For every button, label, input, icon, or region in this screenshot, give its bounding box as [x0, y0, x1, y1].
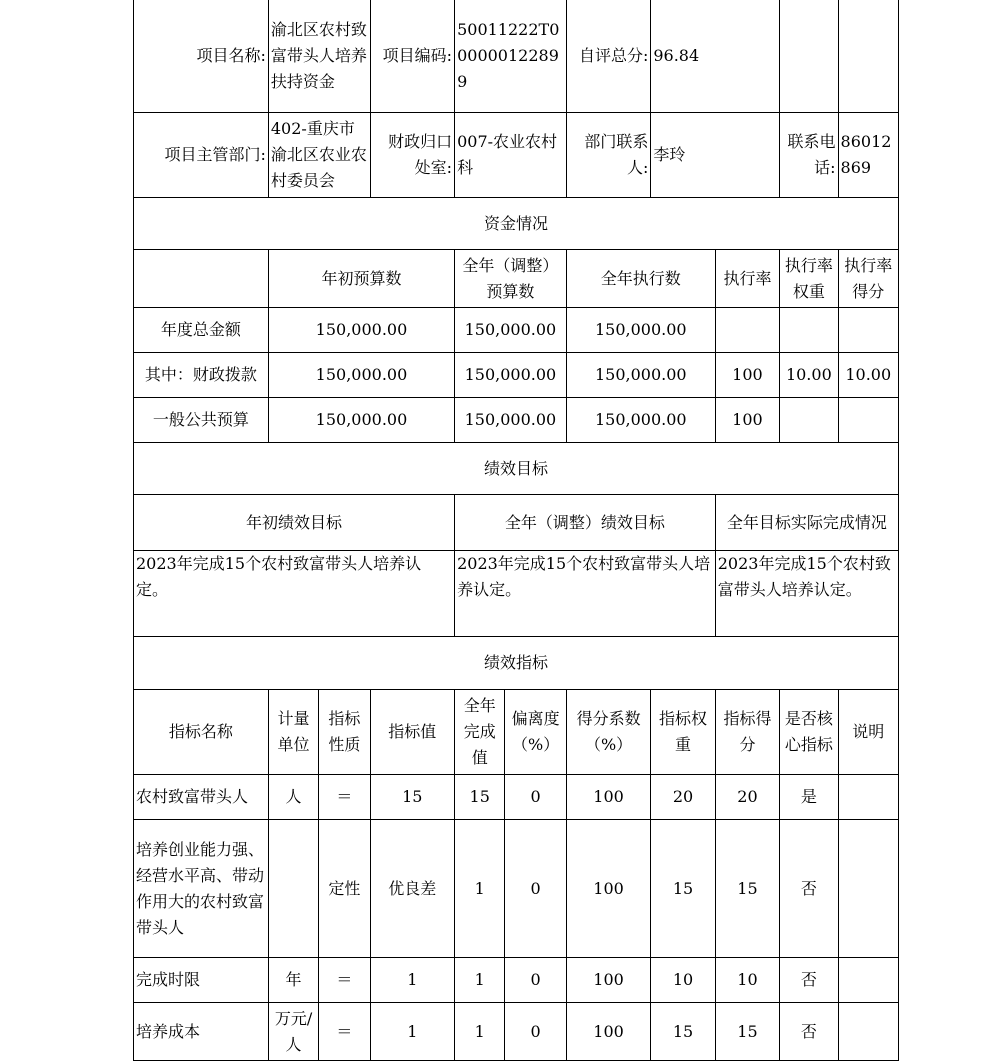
col-header: 偏离度（%） — [505, 690, 566, 775]
funds-row — [134, 308, 899, 353]
phone-value: 86012869 — [838, 113, 898, 198]
col-header: 说明 — [838, 690, 898, 775]
phone-label: 联系电话: — [780, 113, 838, 198]
col-header: 全年完成值 — [455, 690, 505, 775]
funds-rate-score — [838, 398, 898, 443]
goal-initial-text: 2023年完成15个农村致富带头人培养认定。 — [134, 551, 455, 637]
indicator-core: 否 — [780, 958, 838, 1003]
funds-header-rate-weight: 执行率权重 — [780, 250, 838, 308]
col-header: 是否核心指标 — [780, 690, 838, 775]
col-header: 计量单位 — [268, 690, 318, 775]
indicator-nature: ＝ — [319, 775, 370, 820]
indicator-target: 15 — [370, 775, 455, 820]
indicator-deviation: 0 — [505, 820, 566, 958]
indicator-note — [838, 958, 898, 1003]
indicator-coefficient: 100 — [566, 958, 651, 1003]
indicator-score: 10 — [715, 958, 779, 1003]
funds-adjusted: 150,000.00 — [455, 308, 567, 353]
indicator-nature: ＝ — [319, 958, 370, 1003]
funds-executed: 150,000.00 — [566, 353, 715, 398]
funds-row — [134, 398, 899, 443]
funds-header-rate-score: 执行率得分 — [838, 250, 898, 308]
funds-rate: 100 — [715, 398, 779, 443]
dept-value: 402-重庆市渝北区农业农村委员会 — [268, 113, 370, 198]
funds-initial: 150,000.00 — [268, 353, 454, 398]
indicator-row — [134, 958, 899, 1003]
funds-rate: 100 — [715, 353, 779, 398]
funds-rate-score — [838, 308, 898, 353]
indicator-weight: 15 — [651, 820, 715, 958]
indicator-note — [838, 775, 898, 820]
goals-section-title: 绩效目标 — [134, 443, 899, 495]
indicator-note — [838, 820, 898, 958]
indicator-name: 培养成本 — [134, 1003, 269, 1061]
indicators-header-row — [134, 690, 899, 775]
funds-rate-weight — [780, 398, 838, 443]
indicators-section-title: 绩效指标 — [134, 637, 899, 690]
indicator-core: 否 — [780, 1003, 838, 1061]
goal-adjusted-text: 2023年完成15个农村致富带头人培养认定。 — [455, 551, 716, 637]
project-code-label: 项目编码: — [370, 0, 455, 113]
col-header: 得分系数（%） — [566, 690, 651, 775]
empty-cell — [838, 0, 898, 113]
performance-self-evaluation-table — [133, 0, 899, 1061]
funds-row-label: 一般公共预算 — [134, 398, 269, 443]
funds-row — [134, 353, 899, 398]
funds-adjusted: 150,000.00 — [455, 353, 567, 398]
col-header: 指标性质 — [319, 690, 370, 775]
indicator-score: 20 — [715, 775, 779, 820]
indicator-target: 1 — [370, 958, 455, 1003]
indicator-actual: 1 — [455, 820, 505, 958]
funds-header-adjusted-budget: 全年（调整）预算数 — [455, 250, 567, 308]
self-score-label: 自评总分: — [566, 0, 651, 113]
indicator-note — [838, 1003, 898, 1061]
indicator-deviation: 0 — [505, 1003, 566, 1061]
funds-row-label: 年度总金额 — [134, 308, 269, 353]
indicator-name: 完成时限 — [134, 958, 269, 1003]
indicator-deviation: 0 — [505, 958, 566, 1003]
indicator-name: 农村致富带头人 — [134, 775, 269, 820]
col-header: 指标名称 — [134, 690, 269, 775]
indicator-actual: 1 — [455, 958, 505, 1003]
indicator-actual: 15 — [455, 775, 505, 820]
funds-header-rate: 执行率 — [715, 250, 779, 308]
contact-value: 李玲 — [651, 113, 780, 198]
funds-rate-score: 10.00 — [838, 353, 898, 398]
indicator-unit: 人 — [268, 775, 318, 820]
indicator-deviation: 0 — [505, 775, 566, 820]
indicator-weight: 10 — [651, 958, 715, 1003]
indicator-name: 培养创业能力强、经营水平高、带动作用大的农村致富带头人 — [134, 820, 269, 958]
indicator-row — [134, 775, 899, 820]
funds-rate-weight — [780, 308, 838, 353]
indicator-weight: 15 — [651, 1003, 715, 1061]
indicator-unit — [268, 820, 318, 958]
dept-label: 项目主管部门: — [134, 113, 269, 198]
indicator-target: 优良差 — [370, 820, 455, 958]
project-name-label: 项目名称: — [134, 0, 269, 113]
indicator-nature: ＝ — [319, 1003, 370, 1061]
funds-header-executed: 全年执行数 — [566, 250, 715, 308]
empty-cell — [780, 0, 838, 113]
indicator-coefficient: 100 — [566, 1003, 651, 1061]
funds-header-blank — [134, 250, 269, 308]
goals-header-initial: 年初绩效目标 — [134, 495, 455, 551]
finance-office-value: 007-农业农村科 — [455, 113, 567, 198]
indicator-nature: 定性 — [319, 820, 370, 958]
funds-executed: 150,000.00 — [566, 308, 715, 353]
goal-actual-text: 2023年完成15个农村致富带头人培养认定。 — [715, 551, 898, 637]
funds-row-label: 其中：财政拨款 — [134, 353, 269, 398]
indicator-score: 15 — [715, 820, 779, 958]
indicator-unit: 年 — [268, 958, 318, 1003]
funds-adjusted: 150,000.00 — [455, 398, 567, 443]
goals-header-actual: 全年目标实际完成情况 — [715, 495, 898, 551]
col-header: 指标得分 — [715, 690, 779, 775]
col-header: 指标值 — [370, 690, 455, 775]
self-score-value: 96.84 — [651, 0, 780, 113]
contact-label: 部门联系人: — [566, 113, 651, 198]
indicator-coefficient: 100 — [566, 775, 651, 820]
funds-executed: 150,000.00 — [566, 398, 715, 443]
indicator-weight: 20 — [651, 775, 715, 820]
funds-rate-weight: 10.00 — [780, 353, 838, 398]
funds-rate — [715, 308, 779, 353]
funds-header-initial-budget: 年初预算数 — [268, 250, 454, 308]
funds-initial: 150,000.00 — [268, 398, 454, 443]
indicator-actual: 1 — [455, 1003, 505, 1061]
goals-header-adjusted: 全年（调整）绩效目标 — [455, 495, 716, 551]
indicator-core: 否 — [780, 820, 838, 958]
indicator-coefficient: 100 — [566, 820, 651, 958]
indicator-row — [134, 820, 899, 958]
funds-section-title: 资金情况 — [134, 198, 899, 250]
col-header: 指标权重 — [651, 690, 715, 775]
indicator-score: 15 — [715, 1003, 779, 1061]
project-code-value: 50011222T000000122899 — [455, 0, 567, 113]
finance-office-label: 财政归口处室: — [370, 113, 455, 198]
indicator-core: 是 — [780, 775, 838, 820]
indicator-row — [134, 1003, 899, 1061]
indicator-target: 1 — [370, 1003, 455, 1061]
project-name-value: 渝北区农村致富带头人培养扶持资金 — [268, 0, 370, 113]
funds-initial: 150,000.00 — [268, 308, 454, 353]
indicator-unit: 万元/人 — [268, 1003, 318, 1061]
